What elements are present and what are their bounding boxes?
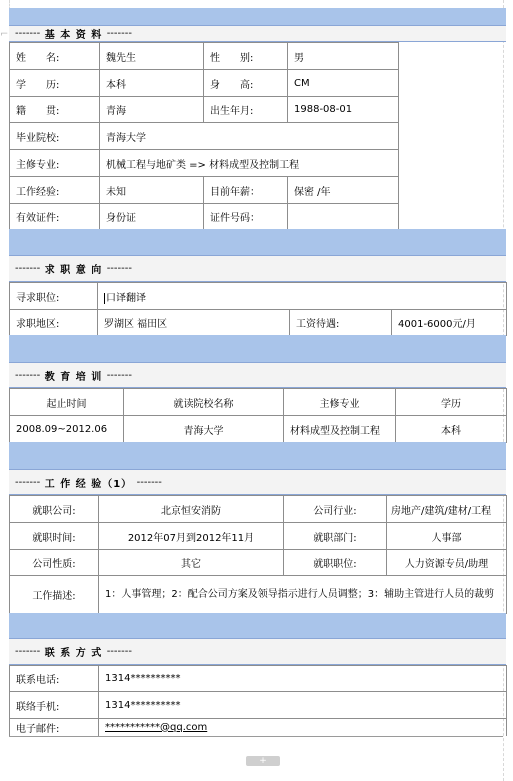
table-header-row	[10, 389, 507, 416]
department-label: 就职部门:	[284, 523, 387, 550]
industry-label: 公司行业:	[284, 496, 387, 523]
name-label: 姓 名:	[10, 43, 100, 70]
table-row	[10, 550, 507, 576]
area-label: 求职地区:	[10, 310, 98, 336]
email-value	[99, 719, 507, 736]
major-value: 机械工程与地矿类 => 材料成型及控制工程	[100, 150, 399, 177]
section-band	[9, 8, 506, 25]
expand-icon: +	[259, 756, 267, 766]
dash-right: -------	[136, 476, 162, 488]
section-title-text: 联 系 方 式	[44, 648, 103, 659]
page-break-handle[interactable]	[246, 756, 280, 766]
page-bottom-rule	[9, 736, 503, 737]
table-row	[10, 150, 399, 177]
company-nature-label: 公司性质:	[10, 550, 99, 576]
height-label: 身 高:	[204, 70, 288, 97]
table-row	[10, 123, 399, 150]
job-title-value: 人力资源专员/助理	[387, 550, 507, 576]
experience-label: 工作经验:	[10, 177, 100, 204]
company-label: 就职公司:	[10, 496, 99, 523]
id-type-label: 有效证件:	[10, 204, 100, 230]
section-title-work	[9, 469, 506, 495]
id-number-value	[288, 204, 399, 230]
experience-value: 未知	[100, 177, 204, 204]
degree-label: 学 历:	[10, 70, 100, 97]
column-header-degree: 学历	[396, 389, 507, 416]
salary-label: 目前年薪：	[204, 177, 288, 204]
id-number-label: 证件号码：	[204, 204, 288, 230]
dash-right: -------	[106, 646, 132, 657]
dash-left: -------	[15, 369, 41, 381]
section-title-text: 教 育 培 训	[44, 371, 103, 383]
education-period: 2008.09~2012.06	[10, 416, 124, 443]
pay-label: 工资待遇:	[290, 310, 392, 336]
work-experience-table	[9, 495, 507, 614]
mobile-label: 联络手机:	[10, 692, 99, 719]
id-type-value: 身份证	[100, 204, 204, 230]
birth-label: 出生年月:	[204, 97, 288, 123]
table-row	[10, 283, 507, 310]
table-row	[10, 43, 399, 70]
job-description-label: 工作描述:	[10, 576, 99, 614]
table-row	[10, 666, 507, 692]
section-title-education	[9, 362, 506, 388]
dash-left: -------	[15, 646, 41, 657]
major-label: 主修专业:	[10, 150, 100, 177]
email-label: 电子邮件:	[10, 719, 99, 736]
position-label: 寻求职位:	[10, 283, 98, 310]
dash-left: -------	[15, 476, 41, 488]
table-row	[10, 576, 507, 614]
section-title-text: 基 本 资 料	[44, 30, 103, 41]
origin-value: 青海	[100, 97, 204, 123]
company-value: 北京恒安消防	[99, 496, 284, 523]
dash-right: -------	[106, 263, 132, 274]
table-row	[10, 310, 507, 336]
work-time-value: 2012年07月到2012年11月	[99, 523, 284, 550]
salary-value: 保密 /年	[288, 177, 399, 204]
origin-label: 籍 贯:	[10, 97, 100, 123]
table-row	[10, 719, 507, 736]
column-header-school: 就读院校名称	[124, 389, 284, 416]
table-row	[10, 177, 399, 204]
table-row	[10, 70, 399, 97]
work-time-label: 就职时间:	[10, 523, 99, 550]
phone-value: 1314**********	[99, 666, 507, 692]
column-header-period: 起止时间	[10, 389, 124, 416]
name-value: 魏先生	[100, 43, 204, 70]
education-school: 青海大学	[124, 416, 284, 443]
table-row	[10, 523, 507, 550]
table-row	[10, 496, 507, 523]
section-band	[9, 442, 506, 469]
gender-value: 男	[288, 43, 399, 70]
industry-value: 房地产/建筑/建材/工程	[387, 496, 507, 523]
job-title-label: 就职职位:	[284, 550, 387, 576]
section-title-text: 求 职 意 向	[44, 265, 103, 276]
basic-info-table	[9, 42, 399, 230]
corner-marker-icon: ⌐	[0, 29, 9, 40]
mobile-value: 1314**********	[99, 692, 507, 719]
dash-right: -------	[106, 28, 132, 39]
birth-value: 1988-08-01	[288, 97, 399, 123]
education-degree: 本科	[396, 416, 507, 443]
position-value-text: 口译翻译	[106, 292, 146, 304]
table-row	[10, 204, 399, 230]
pay-value: 4001-6000元/月	[392, 310, 507, 336]
table-row	[10, 692, 507, 719]
job-description-value: 1：人事管理；2：配合公司方案及领导指示进行人员调整；3：辅助主管进行人员的裁剪	[99, 576, 507, 614]
school-value: 青海大学	[100, 123, 399, 150]
dash-left: -------	[15, 28, 41, 39]
section-band	[9, 335, 506, 362]
education-table	[9, 388, 507, 443]
position-value	[98, 283, 507, 310]
phone-label: 联系电话:	[10, 666, 99, 692]
gender-label: 性 别:	[204, 43, 288, 70]
section-title-basic	[9, 25, 506, 42]
dash-left: -------	[15, 263, 41, 274]
section-title-text: 工 作 经 验（1）	[44, 478, 133, 490]
table-row	[10, 416, 507, 443]
email-link[interactable]: ***********@qq.com	[105, 721, 208, 733]
department-value: 人事部	[387, 523, 507, 550]
area-value: 罗湖区 福田区	[98, 310, 290, 336]
dash-right: -------	[106, 369, 132, 381]
school-label: 毕业院校:	[10, 123, 100, 150]
contact-table	[9, 665, 507, 736]
height-value: CM	[288, 70, 399, 97]
section-band	[9, 229, 506, 255]
section-title-intent	[9, 255, 506, 282]
section-band	[9, 613, 506, 638]
education-major: 材料成型及控制工程	[284, 416, 396, 443]
job-intent-table	[9, 282, 507, 336]
degree-value: 本科	[100, 70, 204, 97]
company-nature-value: 其它	[99, 550, 284, 576]
table-row	[10, 97, 399, 123]
section-title-contact	[9, 638, 506, 665]
column-header-major: 主修专业	[284, 389, 396, 416]
